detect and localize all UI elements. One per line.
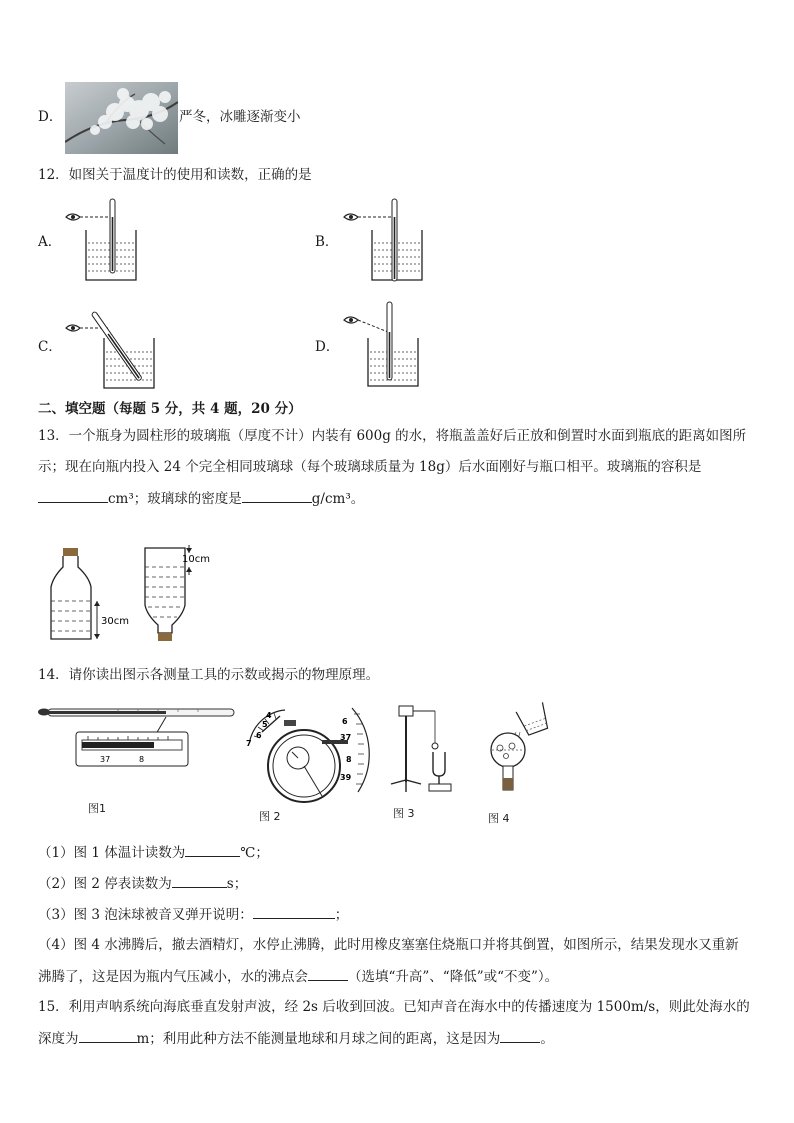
q15-answer-depth-blank[interactable] xyxy=(79,1028,137,1043)
q13-label-30cm: 30cm xyxy=(101,616,129,627)
q14-stopwatch-second-39: 39 xyxy=(340,773,352,782)
q14-sub-3: （3）图 3 泡沫球被音叉弹开说明： ； xyxy=(38,904,348,925)
q13-label-10cm: 10cm xyxy=(182,554,210,565)
frost-branch-image xyxy=(65,82,178,154)
q14-sub-2: （2）图 2 停表读数为 s； xyxy=(38,873,247,894)
q14-stopwatch-minute-6: 6 xyxy=(256,731,262,740)
q14-stopwatch-minute-5: 5 xyxy=(262,720,268,729)
q13-line-3: cm³；玻璃球的密度是 g/cm³。 xyxy=(38,488,364,509)
q14-stopwatch-second-6: 6 xyxy=(342,717,348,726)
q14-sub-4-line-1: （4）图 4 水沸腾后，撤去酒精灯，水停止沸腾，此时用橡皮塞塞住烧瓶口并将其倒置，如图所示，结果发现水又重新 xyxy=(38,937,739,953)
q12-stem: 12．如图关于温度计的使用和读数，正确的是 xyxy=(38,167,312,183)
q14-figure-1-thermometer xyxy=(38,700,238,774)
q12-figure-b xyxy=(340,195,430,289)
q15-answer-reason-blank[interactable] xyxy=(500,1028,540,1043)
q12-option-d-label: D． xyxy=(315,339,340,355)
q14-figure-2-stopwatch xyxy=(240,700,380,809)
q14-stopwatch-minute-7: 7 xyxy=(246,739,252,748)
q13-answer-volume-blank[interactable] xyxy=(38,488,108,503)
q14-thermometer-tick-37: 37 xyxy=(100,755,111,764)
q12-figure-a xyxy=(62,195,142,289)
q14-figure-2-label: 图 2 xyxy=(259,810,281,823)
q14-answer-3-blank[interactable] xyxy=(253,904,335,919)
q14-figure-4-label: 图 4 xyxy=(488,812,510,825)
q13-answer-density-blank[interactable] xyxy=(242,488,312,503)
q11-option-d-text: 严冬，冰雕逐渐变小 xyxy=(179,109,301,125)
q14-thermometer-tick-8: 8 xyxy=(139,755,145,764)
q14-stopwatch-second-8: 8 xyxy=(346,755,352,764)
q15-line-2: 深度为 m；利用此种方法不能测量地球和月球之间的距离，这是因为 。 xyxy=(38,1028,554,1049)
q12-figure-c xyxy=(62,300,162,396)
q14-figure-3-label: 图 3 xyxy=(393,807,415,820)
q14-stem: 14．请你读出图示各测量工具的示数或揭示的物理原理。 xyxy=(38,667,380,683)
q14-answer-2-blank[interactable] xyxy=(172,873,227,888)
q14-sub-1: （1）图 1 体温计读数为 ℃； xyxy=(38,842,269,863)
q14-stopwatch-minute-4: 4 xyxy=(266,711,272,720)
q14-figure-1-label: 图1 xyxy=(88,802,106,815)
q12-figure-d xyxy=(340,298,430,394)
q13-bottle-figure xyxy=(45,545,225,649)
q12-option-c-label: C． xyxy=(38,339,62,355)
q13-line-1: 13．一个瓶身为圆柱形的玻璃瓶（厚度不计）内装有 600g 的水，将瓶盖盖好后正放和倒置时水面到瓶底的距离如图所 xyxy=(38,428,747,444)
q12-option-a-label: A． xyxy=(38,234,62,250)
q15-line-1: 15．利用声呐系统向海底垂直发射声波，经 2s 后收到回波。已知声音在海水中的传播速度为 1500m/s，则此处海水的 xyxy=(38,999,750,1015)
q14-sub-4-line-2: 沸腾了，这是因为瓶内气压减小，水的沸点会 （选填“升高”、“降低”或“不变”）。 xyxy=(38,966,558,987)
section-heading-fill-blank: 二、填空题（每题 5 分，共 4 题，20 分） xyxy=(38,401,302,417)
q14-figure-4-flask xyxy=(480,702,560,806)
q12-option-b-label: B． xyxy=(315,234,339,250)
q14-answer-1-blank[interactable] xyxy=(185,842,240,857)
q14-answer-4-blank[interactable] xyxy=(308,966,348,981)
q11-option-d-label: D． xyxy=(38,109,63,125)
q14-figure-3-tuning-fork xyxy=(385,702,465,801)
q14-stopwatch-second-37: 37 xyxy=(340,733,352,742)
q13-line-2: 示；现在向瓶内投入 24 个完全相同玻璃球（每个玻璃球质量为 18g）后水面刚好与瓶口相平。玻璃瓶的容积是 xyxy=(38,459,702,475)
